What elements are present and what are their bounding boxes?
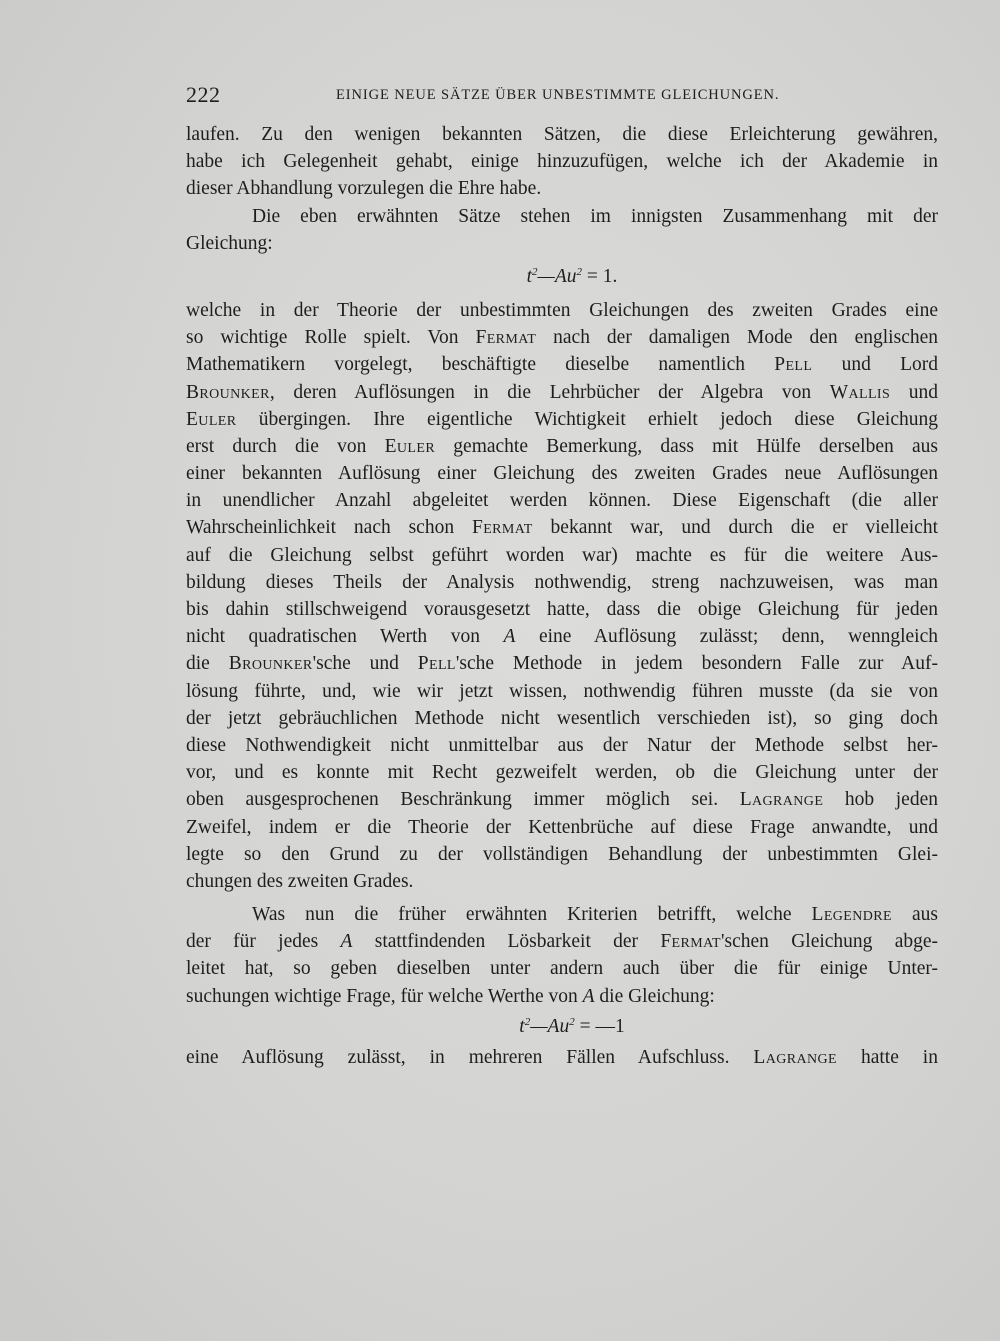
text-line	[186, 514, 938, 541]
text-span: oben ausgesprochenen Beschränkung immer möglich sei.	[186, 789, 740, 811]
text-span: die Gleichung:	[594, 985, 715, 1007]
text-line: auf die Gleichung selbst geführt worden war) machte es für die weitere Aus-	[186, 544, 938, 566]
paragraph-intro	[186, 121, 938, 203]
text-line: bildung dieses Theils der Analysis nothwendig, streng nachzuweisen, was man	[186, 571, 938, 593]
text-span: Mathematikern vorgelegt, beschäftigte dieselbe namentlich	[186, 354, 775, 376]
text-line: einer bekannten Auflösung einer Gleichung des zweiten Grades neue Auflösungen	[186, 463, 938, 485]
text-line	[186, 901, 938, 928]
pell-equation	[186, 257, 938, 297]
text-span: 'sche und	[312, 653, 418, 675]
text-line: habe ich Gelegenheit gehabt, einige hinzuzufügen, welche ich der Akademie in	[186, 151, 938, 173]
text-span: und	[890, 381, 938, 403]
text-span: hatte in	[836, 1046, 938, 1068]
text-span: Wahrscheinlichkeit nach schon	[186, 517, 472, 539]
name-pell: Pell	[417, 653, 456, 675]
text-span: so wichtige Rolle spielt. Von	[186, 327, 476, 349]
text-line: Zweifel, indem er die Theorie der Kettenbrüche auf diese Frage anwandte, und	[186, 816, 938, 838]
text-span: eine Auflösung zulässt, in mehreren Fällen Aufschluss.	[186, 1046, 754, 1068]
text-span: bekannt war, und durch die er vielleicht	[532, 517, 938, 539]
text-span: nach der damaligen Mode den englischen	[536, 327, 938, 349]
text-line	[186, 650, 938, 677]
negative-pell-equation	[186, 1010, 938, 1044]
text-span: suchungen wichtige Frage, für welche Werthe von	[186, 985, 583, 1007]
name-wallis: Wallis	[829, 381, 891, 403]
formula-middle: —Au	[537, 265, 577, 287]
text-line: leitet hat, so geben dieselben unter andern auch über die für einige Unter-	[186, 958, 938, 980]
text-line	[186, 406, 938, 433]
text-span: , deren Auflösungen in die Lehrbücher der Algebra von	[269, 381, 830, 403]
paragraph-history	[186, 297, 938, 895]
running-head: EINIGE NEUE SÄTZE ÜBER UNBESTIMMTE GLEICHUNGEN.	[336, 87, 780, 103]
text-line: welche in der Theorie der unbestimmten Gleichungen des zweiten Grades eine	[186, 299, 938, 321]
text-line: laufen. Zu den wenigen bekannten Sätzen, die diese Erleichterung gewähren,	[186, 124, 938, 145]
text-line: dieser Abhandlung vorzulegen die Ehre habe.	[186, 178, 542, 200]
text-line: diese Nothwendigkeit nicht unmittelbar aus der Natur der Methode selbst her-	[186, 734, 938, 756]
name-lagrange: Lagrange	[739, 789, 824, 811]
text-line: der jetzt gebräuchlichen Methode nicht wesentlich verschieden ist), so ging doch	[186, 707, 938, 729]
text-line: bis dahin stillschweigend vorausgesetzt hatte, dass die obige Gleichung für jeden	[186, 599, 938, 620]
variable-a: A	[582, 985, 595, 1007]
text-line	[186, 786, 938, 813]
text-line	[186, 379, 938, 406]
text-span: der für jedes	[186, 931, 341, 953]
formula-middle: —Au	[530, 1015, 570, 1037]
name-euler: Euler	[384, 435, 436, 457]
text-line	[186, 928, 938, 955]
name-legendre: Legendre	[811, 904, 892, 926]
text-span: stattfindenden Lösbarkeit der	[352, 931, 661, 953]
formula-t: t	[526, 265, 533, 287]
formula-exponent: 2	[524, 1015, 531, 1028]
formula-exponent: 2	[569, 1015, 575, 1028]
formula-t: t	[519, 1015, 525, 1037]
formula-exponent: 2	[532, 265, 538, 278]
text-line	[186, 983, 938, 1010]
text-span: übergingen. Ihre eigentliche Wichtigkeit erhielt jedoch diese Gleichung	[236, 408, 938, 430]
text-span: erst durch die von	[186, 435, 385, 457]
text-line	[186, 324, 938, 351]
text-line	[186, 1044, 938, 1071]
text-span: eine Auflösung zulässt; denn, wenngleich	[515, 626, 938, 648]
page-header	[186, 82, 786, 112]
formula-rhs: = —1	[574, 1015, 625, 1037]
text-line: legte so den Grund zu der vollständigen Behandlung der unbestimmten Glei-	[186, 843, 938, 865]
text-span: nicht quadratischen Werth von	[186, 626, 504, 648]
text-line	[186, 433, 938, 460]
paragraph-final	[186, 1044, 938, 1071]
text-line: Gleichung:	[186, 232, 273, 254]
text-line: in unendlicher Anzahl abgeleitet werden können. Diese Eigenschaft (die aller	[186, 490, 938, 512]
name-lagrange: Lagrange	[753, 1046, 837, 1068]
formula-exponent: 2	[576, 265, 583, 278]
name-euler: Euler	[186, 408, 237, 430]
variable-a: A	[340, 931, 353, 953]
paragraph-criteria	[186, 901, 938, 1010]
text-line	[186, 623, 938, 650]
name-fermat: Fermat	[660, 931, 722, 953]
name-brounker: Brounker	[228, 653, 313, 675]
name-fermat: Fermat	[475, 327, 537, 349]
text-span: gemachte Bemerkung, dass mit Hülfe derselben aus	[435, 435, 938, 457]
text-line: lösung führte, und, wie wir jetzt wissen, nothwendig führen musste (da sie von	[186, 680, 938, 702]
body-text	[186, 121, 938, 1071]
text-line: vor, und es konnte mit Recht gezweifelt werden, ob die Gleichung unter der	[186, 762, 938, 784]
text-span: und Lord	[812, 354, 938, 376]
variable-a: A	[503, 626, 516, 648]
text-span: 'sche Methode in jedem besondern Falle zur Auf-	[455, 653, 938, 675]
text-span: 'schen Gleichung abge-	[721, 931, 938, 953]
name-brounker: Brounker	[186, 381, 270, 403]
paragraph-equation-intro	[186, 203, 938, 257]
text-line: chungen des zweiten Grades.	[186, 870, 414, 892]
formula-rhs: = 1.	[582, 265, 618, 287]
name-fermat: Fermat	[471, 517, 533, 539]
page-number: 222	[186, 82, 221, 107]
text-span: Was nun die früher erwähnten Kriterien betrifft, welche	[252, 904, 812, 926]
name-pell: Pell	[774, 354, 813, 376]
text-span: aus	[891, 904, 938, 926]
text-span: die	[186, 653, 229, 675]
text-line	[186, 351, 938, 378]
text-span: hob jeden	[823, 789, 938, 811]
text-line: Die eben erwähnten Sätze stehen im innigsten Zusammenhang mit der	[252, 205, 938, 227]
